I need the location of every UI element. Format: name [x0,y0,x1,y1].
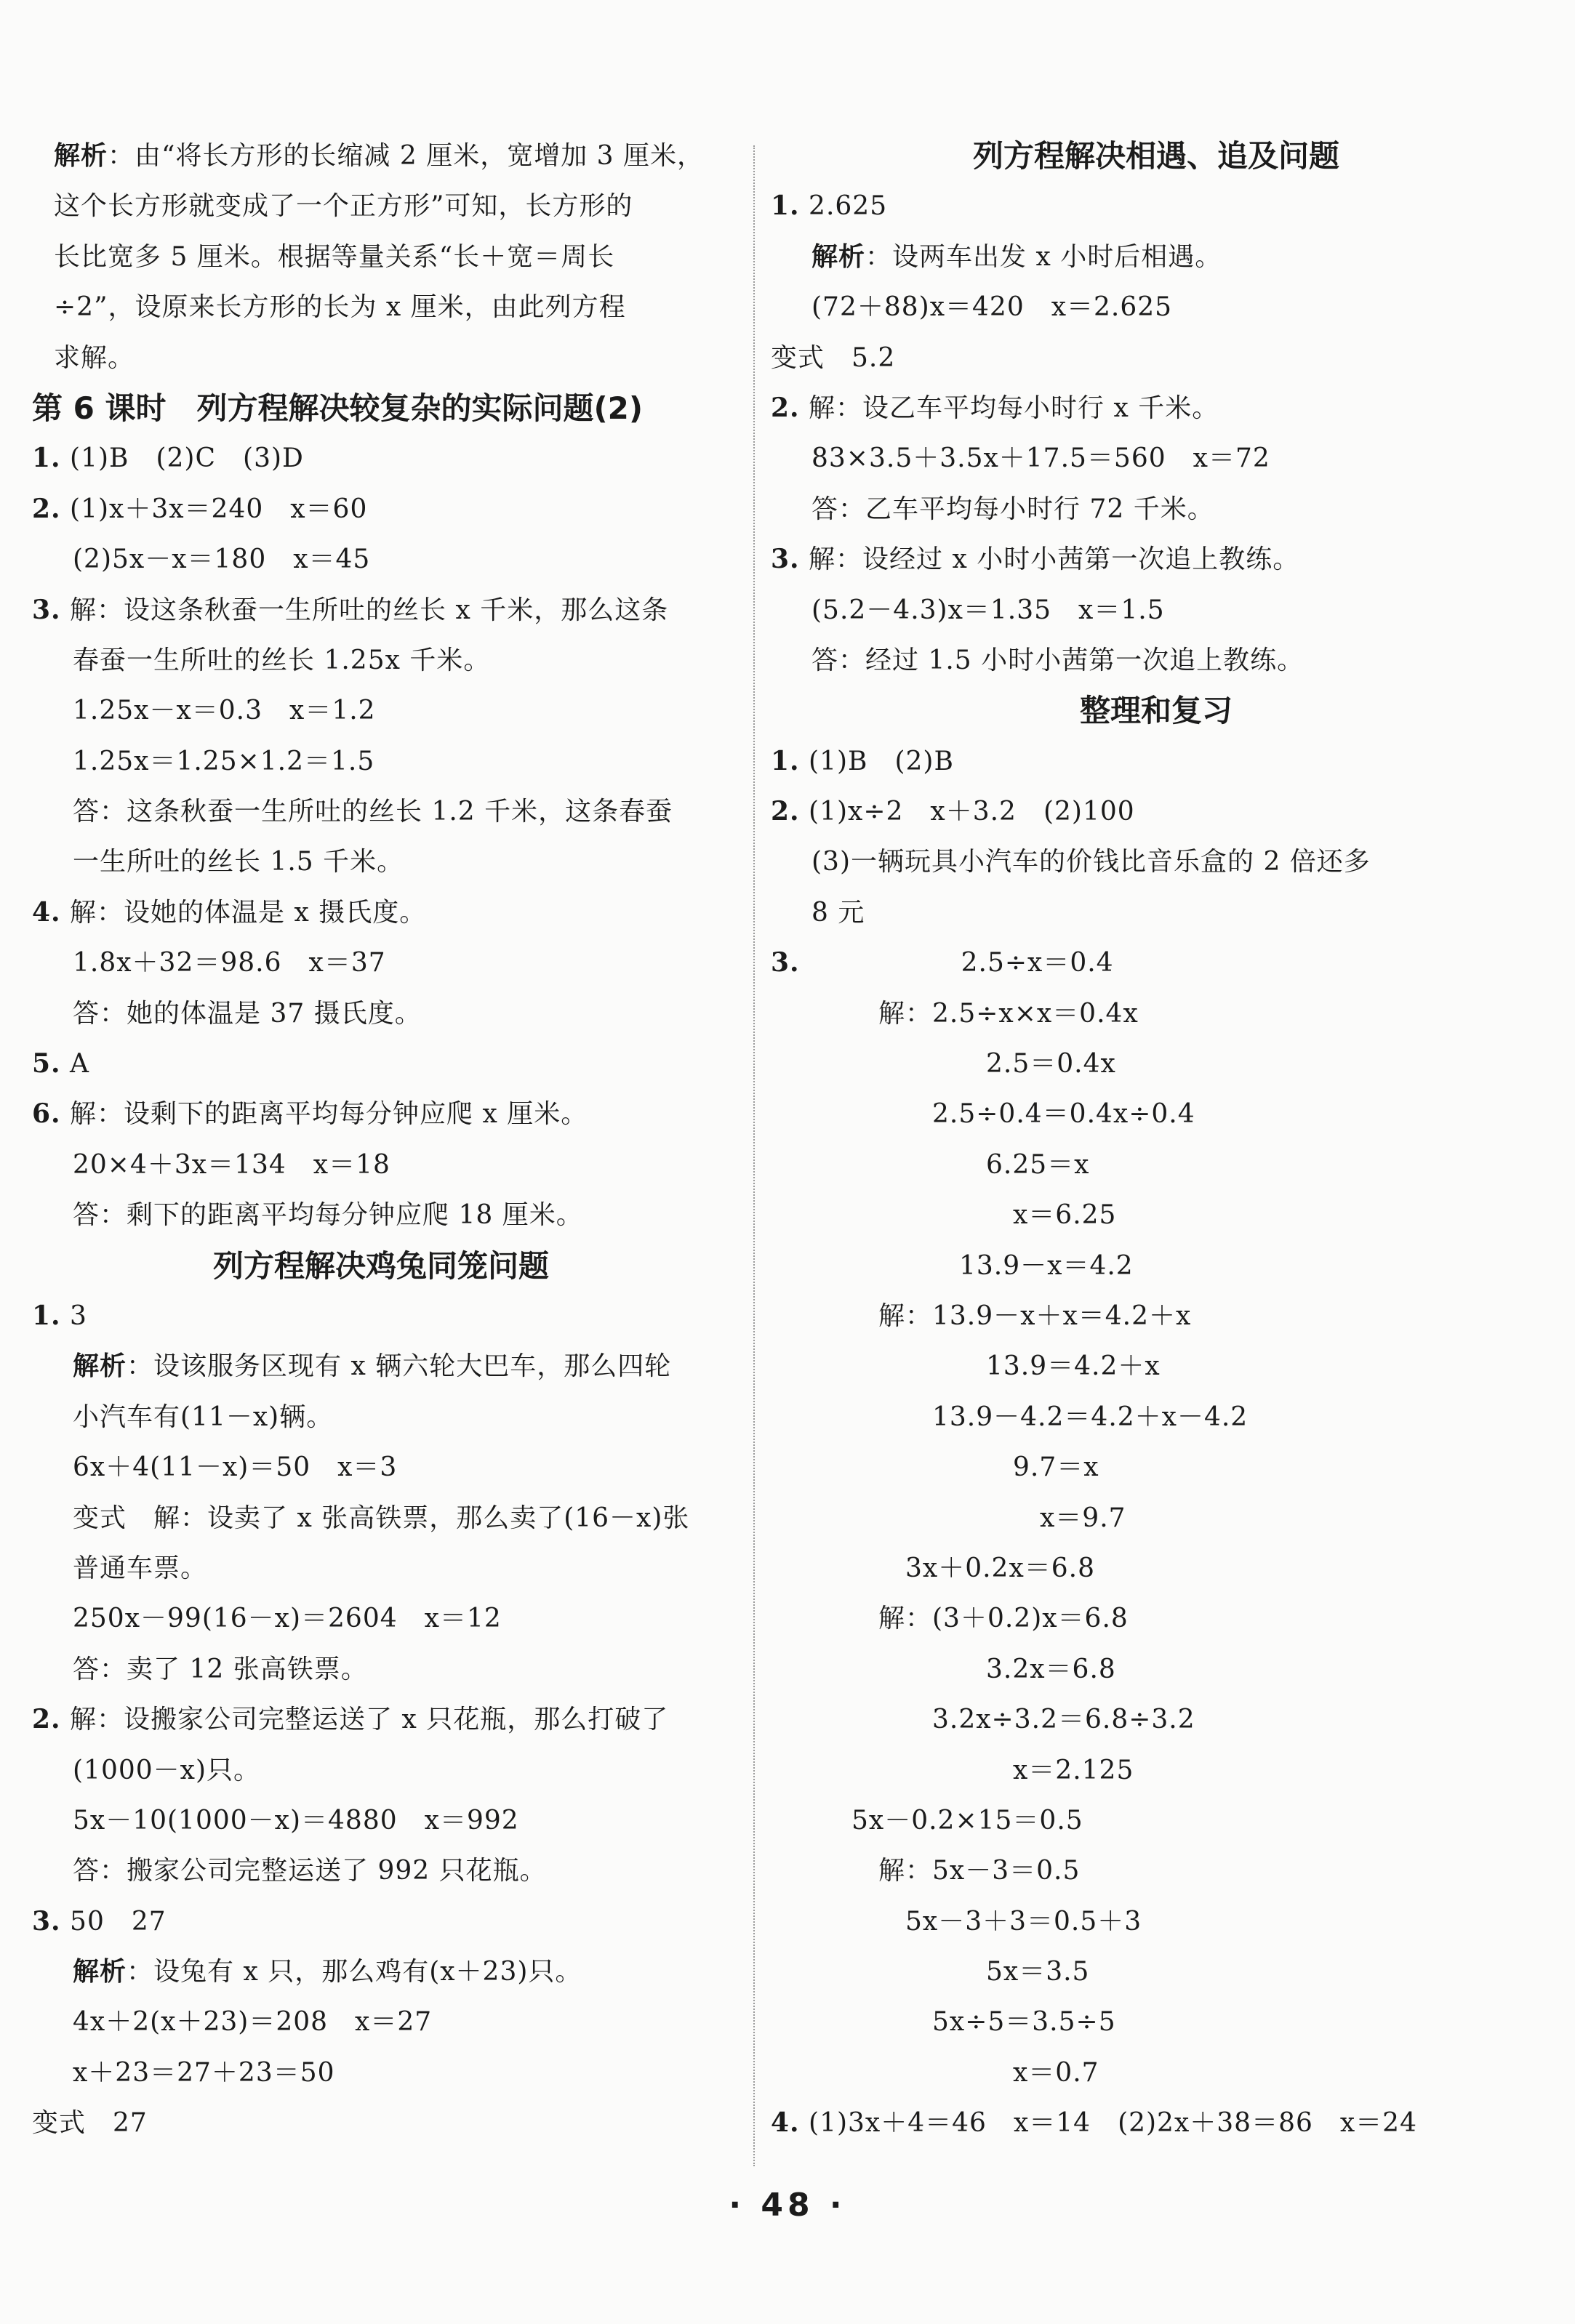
answer-line: 3. 50 27 [32,1905,167,1937]
column-divider [753,145,755,2166]
answer-line: 解析：设两车出发 x 小时后相遇。 [811,241,1222,272]
answer-line: 5x＝3.5 [771,1957,1090,1987]
answer-line: 解：13.9－x＋x＝4.2＋x [771,1300,1192,1331]
answer-line: 13.9－x＝4.2 [771,1250,1134,1281]
answer-line: 8 元 [811,897,865,928]
answer-line: 这个长方形就变成了一个正方形”可知，长方形的 [54,191,633,222]
answer-line: 解析：设兔有 x 只，那么鸡有(x＋23)只。 [73,1956,582,1987]
answer-line: 20×4＋3x＝134 x＝18 [73,1149,390,1180]
left-column [32,131,730,2149]
answer-line: 3. 解：设这条秋蚕一生所吐的丝长 x 千米，那么这条 [32,594,669,625]
answer-line: x＝0.7 [771,2057,1099,2088]
answer-line: 解：5x－3＝0.5 [771,1856,1081,1886]
answer-line: 变式 27 [32,2108,148,2139]
answer-line: 3. 解：设经过 x 小时小茜第一次追上教练。 [771,544,1300,575]
answer-line: 小汽车有(11－x)辆。 [73,1402,334,1432]
answer-line: 250x－99(16－x)＝2604 x＝12 [73,1604,502,1634]
section-heading: 列方程解决鸡兔同笼问题 [212,1247,549,1284]
answer-line: 5. A [32,1048,90,1079]
answer-line: 3. 2.5÷x＝0.4 [771,947,1114,978]
answer-line: 1.25x＝1.25×1.2＝1.5 [73,746,375,776]
answer-line: 4x＋2(x＋23)＝208 x＝27 [73,2007,433,2038]
answer-line: 6x＋4(11－x)＝50 x＝3 [73,1452,398,1483]
answer-line: 求解。 [54,342,135,373]
answer-line: 2.5＝0.4x [771,1049,1116,1079]
answer-line: 变式 解：设卖了 x 张高铁票，那么卖了(16－x)张 [73,1503,690,1533]
answer-line: 变式 5.2 [771,342,896,373]
answer-line: x＝9.7 [771,1503,1126,1533]
answer-line: 5x÷5＝3.5÷5 [771,2007,1116,2038]
answer-line: 1. 3 [32,1300,87,1331]
answer-line: 一生所吐的丝长 1.5 千米。 [73,847,404,877]
answer-line: (2)5x－x＝180 x＝45 [73,544,371,575]
page-number: · 48 · [729,2187,846,2224]
answer-line: 5x－3＋3＝0.5＋3 [771,1906,1142,1937]
answer-line: 解：(3＋0.2)x＝6.8 [771,1604,1129,1634]
answer-line: 答：搬家公司完整运送了 992 只花瓶。 [73,1856,547,1886]
answer-line: 4. (1)3x＋4＝46 x＝14 (2)2x＋38＝86 x＝24 [771,2107,1417,2139]
answer-line: x＋23＝27＋23＝50 [73,2057,335,2088]
answer-line: 2.5÷0.4＝0.4x÷0.4 [771,1099,1195,1130]
answer-line: 9.7＝x [771,1452,1099,1483]
answer-line: (3)一辆玩具小汽车的价钱比音乐盒的 2 倍还多 [811,847,1371,877]
answer-line: 3.2x÷3.2＝6.8÷3.2 [771,1705,1195,1735]
answer-line: ÷2”，设原来长方形的长为 x 厘米，由此列方程 [54,292,626,323]
answer-line: 2. (1)x＋3x＝240 x＝60 [32,493,368,524]
answer-line: 长比宽多 5 厘米。根据等量关系“长＋宽＝周长 [54,241,615,272]
answer-line: 83×3.5＋3.5x＋17.5＝560 x＝72 [811,443,1270,474]
answer-line: 13.9－4.2＝4.2＋x－4.2 [771,1402,1249,1432]
answer-line: (5.2－4.3)x＝1.35 x＝1.5 [811,595,1165,625]
answer-line: x＝2.125 [771,1755,1134,1785]
answer-line: 2. 解：设搬家公司完整运送了 x 只花瓶，那么打破了 [32,1704,669,1735]
answer-line: 春蚕一生所吐的丝长 1.25x 千米。 [73,645,491,675]
answer-line: 解析：设该服务区现有 x 辆六轮大巴车，那么四轮 [73,1351,672,1382]
answer-line: 答：经过 1.5 小时小茜第一次追上教练。 [811,645,1305,675]
answer-line: 答：剩下的距离平均每分钟应爬 18 厘米。 [73,1200,583,1231]
answer-line: 6. 解：设剩下的距离平均每分钟应爬 x 厘米。 [32,1098,588,1130]
answer-line: 1. 2.625 [771,190,888,222]
answer-line: (72＋88)x＝420 x＝2.625 [811,292,1173,323]
right-column [771,131,1542,2149]
answer-line: 1. (1)B (2)B [771,745,954,776]
answer-line: 5x－0.2×15＝0.5 [771,1805,1083,1836]
answer-line: 2. 解：设乙车平均每小时行 x 千米。 [771,392,1219,423]
section-heading: 第 6 课时 列方程解决较复杂的实际问题(2) [32,390,644,426]
answer-line: 3x＋0.2x＝6.8 [771,1553,1096,1583]
answer-line: 1.25x－x＝0.3 x＝1.2 [73,696,376,726]
section-heading: 列方程解决相遇、追及问题 [972,138,1339,174]
answer-line: 3.2x＝6.8 [771,1654,1116,1684]
answer-line: 普通车票。 [73,1553,208,1583]
answer-line: 答：这条秋蚕一生所吐的丝长 1.2 千米，这条春蚕 [73,797,673,827]
section-heading: 整理和复习 [1079,693,1233,729]
answer-line: 解：2.5÷x×x＝0.4x [771,998,1139,1029]
answer-line: 5x－10(1000－x)＝4880 x＝992 [73,1805,519,1836]
answer-line: 1. (1)B (2)C (3)D [32,443,304,474]
answer-line: 1.8x＋32＝98.6 x＝37 [73,948,386,978]
answer-line: 答：她的体温是 37 摄氏度。 [73,998,422,1029]
answer-line: 13.9＝4.2＋x [771,1351,1161,1382]
answer-line: 解析：由“将长方形的长缩减 2 厘米，宽增加 3 厘米， [54,140,705,171]
answer-line: x＝6.25 [771,1200,1117,1231]
answer-line: (1000－x)只。 [73,1755,261,1785]
answer-line: 6.25＝x [771,1149,1090,1180]
answer-line: 答：卖了 12 张高铁票。 [73,1654,368,1684]
answer-line: 4. 解：设她的体温是 x 摄氏度。 [32,896,427,928]
answer-line: 2. (1)x÷2 x＋3.2 (2)100 [771,796,1135,827]
answer-line: 答：乙车平均每小时行 72 千米。 [811,494,1214,524]
